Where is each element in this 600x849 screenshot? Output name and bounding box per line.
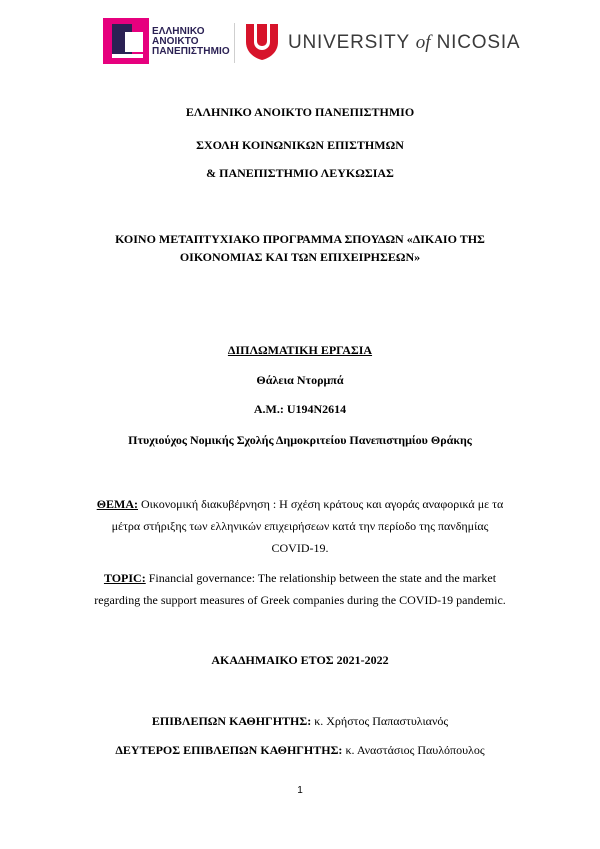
program-title-line-1: ΚΟΙΝΟ ΜΕΤΑΠΤΥΧΙΑΚΟ ΠΡΟΓΡΑΜΜΑ ΣΠΟΥΔΩΝ «ΔΙΚΑΙΟ ΤΗΣ (115, 232, 485, 246)
author-degree: Πτυχιούχος Νομικής Σχολής Δημοκριτείου Πανεπιστημίου Θράκης (128, 433, 472, 447)
logo-bar (0, 18, 600, 68)
author-name: Θάλεια Ντορμπά (256, 373, 344, 387)
topic-text: Financial governance: The relationship between the state and the market regarding the support measures of Greek companies during the COVID-19 pandemic. (94, 571, 506, 607)
page-number: 1 (297, 785, 303, 796)
secondary-supervisor (0, 742, 600, 758)
institution-title: ΕΛΛΗΝΙΚΟ ΑΝΟΙΚΤΟ ΠΑΝΕΠΙΣΤΗΜΙΟ (185, 105, 415, 119)
secondary-supervisor-name: κ. Αναστάσιος Παυλόπουλος (342, 743, 485, 757)
academic-year: ΑΚΑΔΗΜΑΙΚΟ ΕΤΟΣ 2021-2022 (211, 653, 389, 667)
topic-paragraph (90, 567, 510, 611)
primary-supervisor-name: κ. Χρήστος Παπαστυλιανός (311, 714, 449, 728)
thesis-type: ΔΙΠΛΩΜΑΤΙΚΗ ΕΡΓΑΣΙΑ (227, 343, 373, 357)
hellenic-open-university-logo-text: ΕΛΛΗΝΙΚΟ ΑΝΟΙΚΤΟ ΠΑΝΕΠΙΣΤΗΜΙΟ (152, 26, 230, 57)
student-id: Α.Μ.: U194N2614 (253, 402, 347, 416)
hellenic-open-university-logo-icon (103, 18, 149, 64)
primary-supervisor (0, 713, 600, 729)
thema-paragraph (90, 493, 510, 559)
secondary-supervisor-label: ΔΕΥΤΕΡΟΣ ΕΠΙΒΛΕΠΩΝ ΚΑΘΗΓΗΤΗΣ: (115, 743, 343, 757)
thema-label: ΘΕΜΑ: (96, 497, 139, 511)
topic-label: TOPIC: (103, 571, 146, 585)
thema-text: Οικονομική διακυβέρνηση : Η σχέση κράτους και αγοράς αναφορικά με τα μέτρα στήριξης των ελληνικών επιχειρήσεων κατά την περίοδο της πανδημίας COVID-19. (111, 497, 504, 555)
partner-institution-title: & ΠΑΝΕΠΙΣΤΗΜΙΟ ΛΕΥΚΩΣΙΑΣ (206, 166, 394, 180)
university-of-nicosia-shield-icon (244, 22, 280, 62)
logo-divider (234, 23, 235, 63)
primary-supervisor-label: ΕΠΙΒΛΕΠΩΝ ΚΑΘΗΓΗΤΗΣ: (151, 714, 312, 728)
program-title-line-2: ΟΙΚΟΝΟΜΙΑΣ ΚΑΙ ΤΩΝ ΕΠΙΧΕΙΡΗΣΕΩΝ» (179, 250, 421, 264)
university-of-nicosia-wordmark: UNIVERSITY of NICOSIA (288, 32, 521, 53)
school-title: ΣΧΟΛΗ ΚΟΙΝΩΝΙΚΩΝ ΕΠΙΣΤΗΜΩΝ (196, 138, 404, 152)
